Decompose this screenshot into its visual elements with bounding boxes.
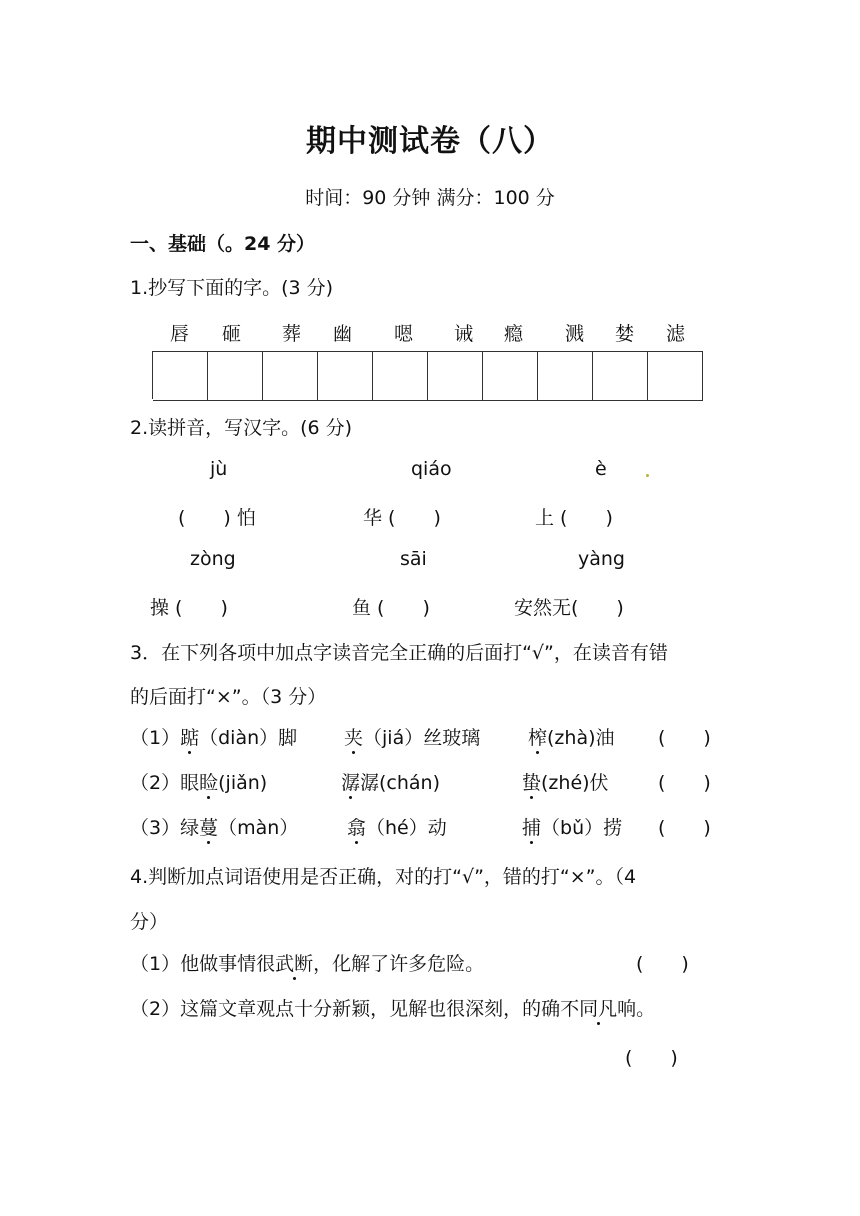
answer-paren[interactable]: ( ): [658, 817, 711, 839]
copy-char: 唇: [169, 323, 189, 345]
question-4-prompt-cont: 分）: [130, 911, 169, 933]
item-number: （3）: [130, 817, 181, 839]
dotted-char: 蛰: [522, 772, 542, 794]
q3-row-1: （1）踮（diàn）脚: [130, 727, 298, 749]
dotted-char: 翕: [347, 817, 367, 839]
writing-cell[interactable]: [593, 351, 648, 401]
item-number: （2）: [130, 998, 181, 1020]
q3-row-1-b: 夹（jiá）丝玻璃: [344, 727, 481, 749]
pinyin: jù: [210, 458, 228, 480]
dotted-char: 潺: [341, 772, 361, 794]
answer-paren[interactable]: ( ): [625, 1047, 678, 1069]
pinyin: yàng: [578, 548, 625, 570]
copy-char: 嗯: [393, 323, 413, 345]
answer-blank[interactable]: 操 ( ): [150, 597, 228, 619]
writing-cell[interactable]: [648, 351, 703, 401]
writing-cell[interactable]: [538, 351, 593, 401]
answer-blank[interactable]: 上 ( ): [535, 507, 613, 529]
q3-row-2: （2）眼睑(jiǎn): [130, 772, 268, 794]
dotted-char: 蔓: [199, 817, 219, 839]
answer-blank[interactable]: 安然无( ): [514, 597, 624, 619]
writing-cell[interactable]: [153, 351, 208, 401]
answer-paren[interactable]: ( ): [636, 953, 689, 975]
item-number: （1）: [130, 727, 181, 749]
writing-cell[interactable]: [318, 351, 373, 401]
q4-sentence-2: （2）这篇文章观点十分新颖，见解也很深刻，的确不同凡响。: [130, 998, 656, 1020]
q3-row-3-c: 捕（bǔ）捞: [522, 817, 623, 839]
question-2-prompt: 2.读拼音，写汉字。(6 分): [130, 417, 353, 439]
writing-cell[interactable]: [428, 351, 483, 401]
q3-row-1-c: 榨(zhà)油: [528, 727, 615, 749]
dotted-char: 踮: [180, 727, 200, 749]
exam-info: 时间：90 分钟 满分：100 分: [305, 187, 555, 209]
question-4-prompt: 4.判断加点词语使用是否正确，对的打“√”，错的打“×”。（4: [130, 866, 637, 888]
writing-cell[interactable]: [263, 351, 318, 401]
item-number: （1）: [130, 953, 181, 975]
q3-row-2-b: 潺潺(chán): [341, 772, 441, 794]
dotted-word: 武断: [275, 953, 314, 975]
question-3-prompt: 3．在下列各项中加点字读音完全正确的后面打“√”，在读音有错: [130, 642, 668, 664]
copy-char: 葬: [281, 323, 301, 345]
copy-char: 诫: [453, 323, 473, 345]
dotted-char: 捕: [522, 817, 542, 839]
answer-blank[interactable]: 鱼 ( ): [352, 597, 430, 619]
writing-cell[interactable]: [483, 351, 538, 401]
copy-char: 幽: [332, 323, 352, 345]
section-heading-basics: 一、基础（。24 分）: [130, 233, 316, 255]
question-1-prompt: 1.抄写下面的字。(3 分): [130, 277, 334, 299]
answer-paren[interactable]: ( ): [658, 727, 711, 749]
copy-char: 婪: [614, 323, 634, 345]
dotted-word: 不同凡响: [560, 998, 637, 1020]
q3-row-2-c: 蛰(zhé)伏: [522, 772, 609, 794]
pinyin: zòng: [190, 548, 236, 570]
q3-row-3: （3）绿蔓（màn）: [130, 817, 299, 839]
pinyin: sāi: [400, 548, 427, 570]
dotted-char: 榨: [528, 727, 548, 749]
q3-row-3-b: 翕（hé）动: [347, 817, 447, 839]
answer-blank[interactable]: ( ) 怕: [178, 507, 256, 529]
question-3-prompt-cont: 的后面打“×”。（3 分）: [130, 686, 327, 708]
copy-char: 瘾: [503, 323, 523, 345]
q4-sentence-1: （1）他做事情很武断，化解了许多危险。: [130, 953, 485, 975]
pinyin: è: [595, 458, 607, 480]
page-title: 期中测试卷（八）: [306, 124, 554, 159]
pinyin: qiáo: [411, 458, 452, 480]
dotted-char: 夹: [344, 727, 364, 749]
copy-char: 溅: [564, 323, 584, 345]
writing-cell[interactable]: [208, 351, 263, 401]
copy-char: 滤: [665, 323, 685, 345]
item-number: （2）: [130, 772, 181, 794]
dotted-char: 睑: [199, 772, 219, 794]
answer-paren[interactable]: ( ): [658, 772, 711, 794]
copy-char: 砸: [221, 323, 241, 345]
writing-grid: [152, 351, 703, 399]
writing-cell[interactable]: [373, 351, 428, 401]
stray-dot: [646, 474, 649, 477]
answer-blank[interactable]: 华 ( ): [363, 507, 441, 529]
